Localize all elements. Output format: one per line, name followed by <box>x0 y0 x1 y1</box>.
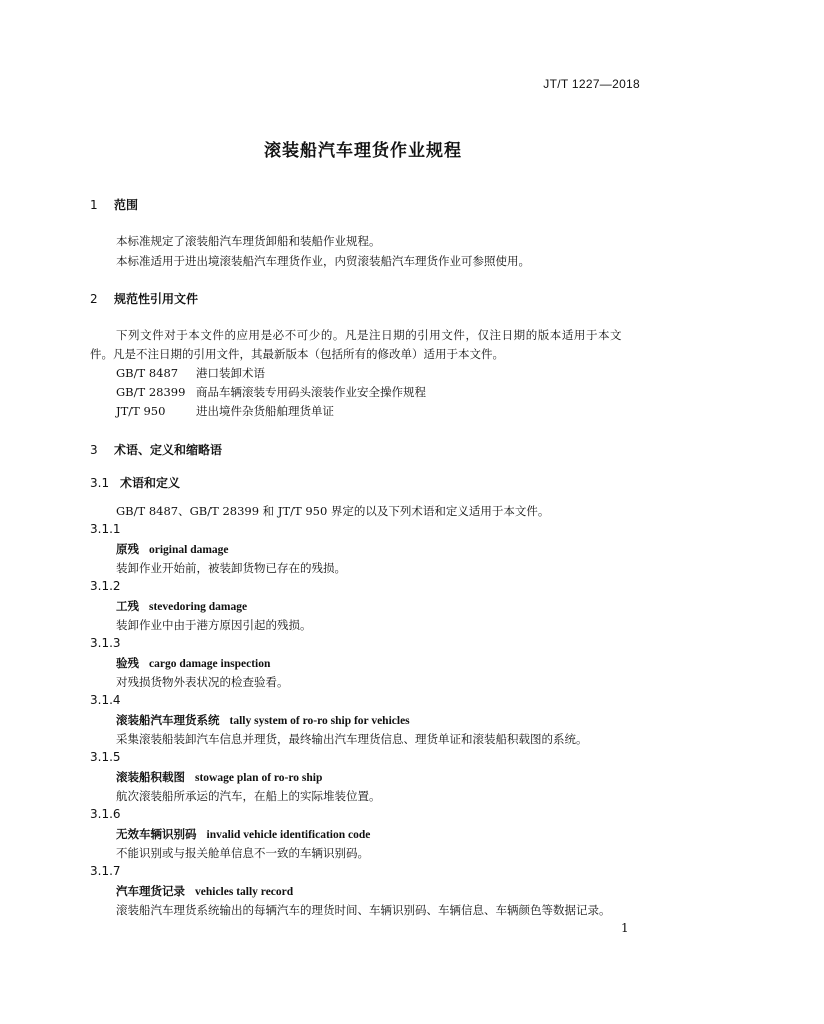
reference-code: JT/T 950 <box>116 404 166 418</box>
term-english: cargo damage inspection <box>149 658 271 670</box>
term-number: 3.1.1 <box>90 522 121 536</box>
reference-item <box>116 365 265 381</box>
standard-code: JT/T 1227—2018 <box>543 77 640 91</box>
reference-item <box>116 403 334 419</box>
page-number: 1 <box>621 921 629 935</box>
term-heading <box>116 883 293 899</box>
section-1-heading <box>90 196 138 213</box>
section-2-heading <box>90 290 198 307</box>
term-definition: 不能识别或与报关舱单信息不一致的车辆识别码。 <box>116 846 369 860</box>
section-number: 1 <box>90 198 98 212</box>
term-chinese: 原残 <box>116 542 139 556</box>
term-definition: 对残损货物外表状况的检查验看。 <box>116 675 289 689</box>
term-definition: 采集滚装船装卸汽车信息并理货，最终输出汽车理货信息、理货单证和滚装船积载图的系统。 <box>116 732 588 746</box>
section-title: 规范性引用文件 <box>114 292 199 306</box>
term-chinese: 验残 <box>116 656 139 670</box>
section-title: 术语、定义和缩略语 <box>114 443 223 457</box>
term-chinese: 汽车理货记录 <box>116 884 185 898</box>
term-number: 3.1.5 <box>90 750 121 764</box>
paragraph: 件。凡是不注日期的引用文件，其最新版本（包括所有的修改单）适用于本文件。 <box>90 347 504 361</box>
reference-code: GB/T 8487 <box>116 366 179 380</box>
term-heading <box>116 712 410 728</box>
paragraph: 本标准规定了滚装船汽车理货卸船和装船作业规程。 <box>116 234 381 248</box>
subsection-heading <box>90 474 180 491</box>
reference-code: GB/T 28399 <box>116 385 186 399</box>
term-chinese: 滚装船汽车理货系统 <box>116 713 220 727</box>
term-heading <box>116 598 247 614</box>
term-definition: 装卸作业开始前，被装卸货物已存在的残损。 <box>116 561 346 575</box>
section-3-heading <box>90 441 222 458</box>
term-definition: 滚装船汽车理货系统输出的每辆汽车的理货时间、车辆识别码、车辆信息、车辆颜色等数据记录。 <box>116 903 611 917</box>
term-definition: 装卸作业中由于港方原因引起的残损。 <box>116 618 312 632</box>
section-title: 范围 <box>114 198 139 212</box>
section-number: 2 <box>90 292 98 306</box>
term-heading <box>116 769 322 785</box>
document-title: 滚装船汽车理货作业规程 <box>264 141 462 161</box>
paragraph: 下列文件对于本文件的应用是必不可少的。凡是注日期的引用文件，仅注日期的版本适用于本文 <box>116 328 623 342</box>
reference-title: 进出境件杂货船舶理货单证 <box>196 404 334 418</box>
term-number: 3.1.6 <box>90 807 121 821</box>
section-number: 3 <box>90 443 98 457</box>
term-heading <box>116 541 229 557</box>
term-english: invalid vehicle identification code <box>206 829 371 841</box>
term-english: stevedoring damage <box>149 601 248 613</box>
term-number: 3.1.2 <box>90 579 121 593</box>
term-english: stowage plan of ro-ro ship <box>195 772 323 784</box>
reference-title: 商品车辆滚装专用码头滚装作业安全操作规程 <box>196 385 426 399</box>
term-english: original damage <box>149 544 229 556</box>
subsection-title: 术语和定义 <box>120 476 181 490</box>
subsection-number: 3.1 <box>90 476 110 490</box>
term-chinese: 滚装船积载图 <box>116 770 185 784</box>
paragraph: GB/T 8487、GB/T 28399 和 JT/T 950 界定的以及下列术语和定义适用于本文件。 <box>116 504 550 518</box>
term-number: 3.1.4 <box>90 693 121 707</box>
term-number: 3.1.7 <box>90 864 121 878</box>
term-heading <box>116 826 370 842</box>
reference-item <box>116 384 426 400</box>
term-heading <box>116 655 270 671</box>
term-chinese: 工残 <box>116 599 139 613</box>
paragraph: 本标准适用于进出境滚装船汽车理货作业，内贸滚装船汽车理货作业可参照使用。 <box>116 254 530 268</box>
term-chinese: 无效车辆识别码 <box>116 827 197 841</box>
term-english: vehicles tally record <box>195 886 294 898</box>
term-english: tally system of ro-ro ship for vehicles <box>229 715 410 727</box>
reference-title: 港口装卸术语 <box>196 366 265 380</box>
term-number: 3.1.3 <box>90 636 121 650</box>
term-definition: 航次滚装船所承运的汽车，在船上的实际堆装位置。 <box>116 789 381 803</box>
